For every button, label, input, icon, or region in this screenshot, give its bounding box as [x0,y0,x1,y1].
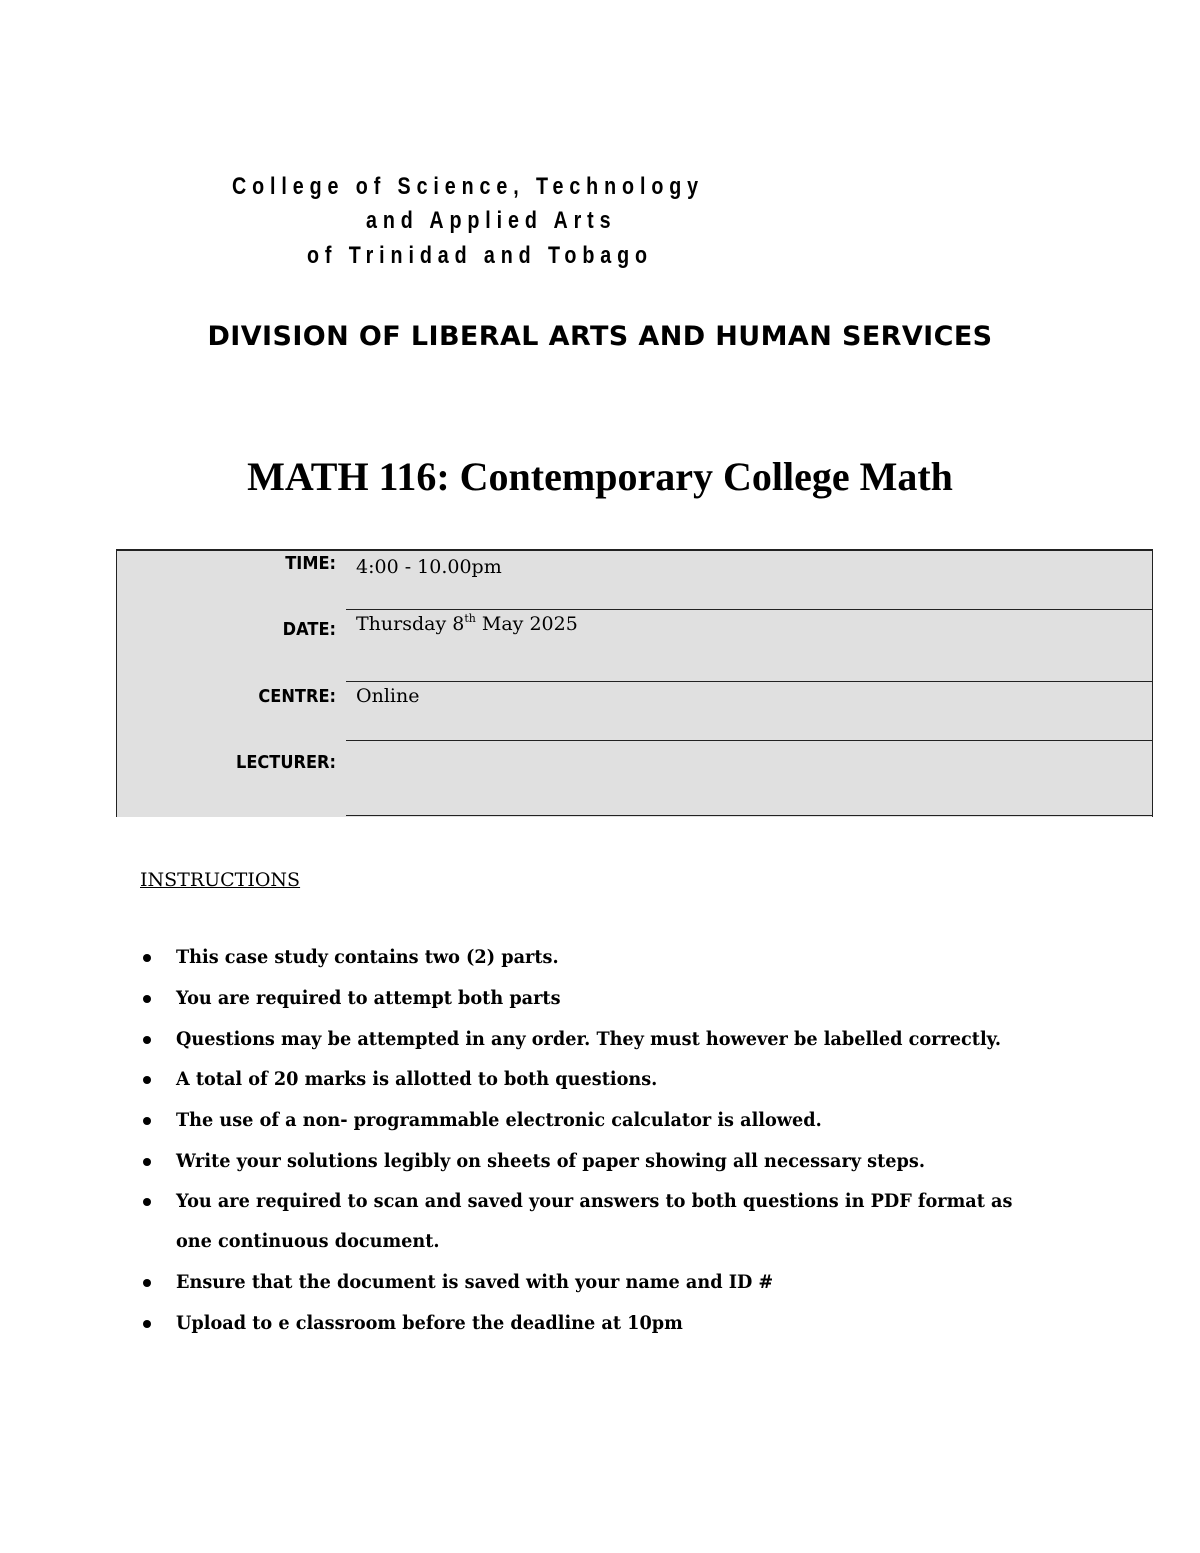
list-item: You are required to attempt both parts [176,987,561,1009]
bullet-icon [143,954,151,962]
row-divider-centre [346,740,1153,741]
bullet-icon [143,1076,151,1084]
centre-value: Online [356,685,420,707]
instructions-heading: INSTRUCTIONS [140,869,301,891]
bullet-icon [143,1036,151,1044]
lecturer-label: LECTURER: [236,752,336,773]
bullet-icon [143,1198,151,1206]
list-item: The use of a non- programmable electronic calculator is allowed. [176,1109,822,1131]
row-divider-date [346,681,1153,682]
row-divider-lecturer [346,815,1153,816]
exam-info-table [116,549,1153,817]
bullet-icon [143,995,151,1003]
bullet-icon [143,1117,151,1125]
list-item: A total of 20 marks is allotted to both questions. [176,1068,658,1090]
table-left-border [116,549,117,817]
college-name-line-3: of Trinidad and Tobago [307,242,653,269]
list-item: Upload to e classroom before the deadline at 10pm [176,1312,683,1334]
list-item: You are required to scan and saved your answers to both questions in PDF format as [176,1190,1013,1212]
time-value: 4:00 - 10.00pm [356,556,502,578]
list-item-continuation: one continuous document. [176,1230,440,1252]
date-value-ordinal: th [464,612,476,625]
college-name-line-1: College of Science, Technology [232,173,705,200]
college-name-line-2: and Applied Arts [366,207,617,234]
date-value [356,613,578,635]
date-value-day: Thursday 8 [356,613,465,635]
bullet-icon [143,1320,151,1328]
date-value-month-year: May 2025 [475,613,578,635]
course-title: MATH 116: Contemporary College Math [247,454,953,499]
date-label: DATE: [282,619,336,640]
division-heading: DIVISION OF LIBERAL ARTS AND HUMAN SERVICES [207,321,993,352]
bullet-icon [143,1279,151,1287]
bullet-icon [143,1158,151,1166]
list-item: Ensure that the document is saved with your name and ID # [176,1271,774,1293]
table-right-border [1152,549,1153,817]
list-item: Write your solutions legibly on sheets of paper showing all necessary steps. [176,1150,925,1172]
list-item: Questions may be attempted in any order. They must however be labelled correctly. [176,1028,1002,1050]
row-divider-time [346,609,1153,610]
centre-label: CENTRE: [258,686,336,707]
list-item: This case study contains two (2) parts. [176,946,559,968]
time-label: TIME: [285,553,336,574]
table-top-border [116,549,1153,551]
